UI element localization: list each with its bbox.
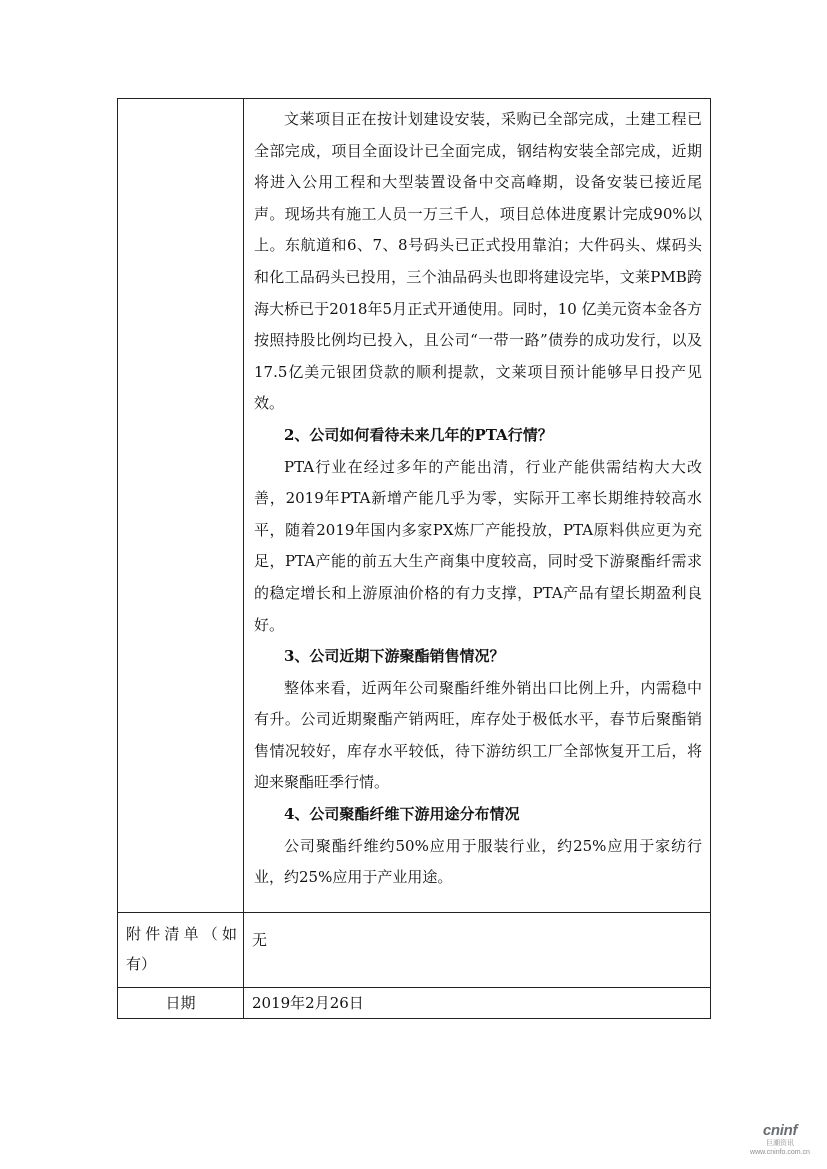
cninfo-logo: cninf: [762, 1122, 798, 1139]
paragraph-brunei-project: 文莱项目正在按计划建设安装，采购已全部完成，土建工程已全部完成，项目全面设计已全面完成，钢结构安装全部完成，近期将进入公用工程和大型装置设备中交高峰期，设备安装已接近尾声。现场共有施工人员一万三千人，项目总体进度累计完成90%以上。东航道和6、7、8号码头已正式投用靠泊；大件码头、煤码头和化工品码头已投用，三个油品码头也即将建设完毕，文莱PMB跨海大桥已于2018年5月正式开通使用。同时，10 亿美元资本金各方按照持股比例均已投入，且公司“一带一路”债券的成功发行，以及17.5亿美元银团贷款的顺利提款，文莱项目预计能够早日投产见效。: [254, 110, 702, 413]
date-label: 日期: [165, 994, 196, 1012]
date-value-cell: [244, 988, 711, 1019]
paragraph-polyester-sales: 整体来看，近两年公司聚酯纤维外销出口比例上升，内需稳中有升。公司近期聚酯产销两旺，库存处于极低水平，春节后聚酯销售情况较好，库存水平较低，待下游纺织工厂全部恢复开工后，将迎来聚酯旺季行情。: [254, 678, 702, 792]
question-fiber-usage: 4、公司聚酯纤维下游用途分布情况: [284, 805, 520, 824]
cninfo-logo-sub: 巨潮资讯: [766, 1140, 794, 1147]
attachments-label: 附件清单（如有）: [126, 925, 237, 973]
content-row: [118, 99, 711, 913]
date-label-cell: [118, 988, 244, 1019]
question-pta-outlook: 2、公司如何看待未来几年的PTA行情？: [284, 425, 553, 444]
question-polyester-sales: 3、公司近期下游聚酯销售情况？: [284, 647, 505, 666]
date-value: 2019年2月26日: [252, 994, 364, 1012]
date-row: [118, 988, 711, 1019]
attachments-value-cell: [244, 913, 711, 988]
cninfo-url: www.cninfo.com.cn: [750, 1149, 810, 1156]
attachments-row: [118, 913, 711, 988]
attachments-label-cell: [118, 913, 244, 988]
empty-label-cell: [118, 99, 244, 913]
paragraph-fiber-usage: 公司聚酯纤维约50%应用于服装行业，约25%应用于家纺行业，约25%应用于产业用途。: [254, 836, 702, 887]
content-cell: [244, 99, 711, 913]
investor-relations-table: [117, 98, 711, 1019]
attachments-value: 无: [252, 931, 268, 949]
paragraph-pta-outlook: PTA行业在经过多年的产能出清，行业产能供需结构大大改善，2019年PTA新增产能几乎为零，实际开工率长期维持较高水平，随着2019年国内多家PX炼厂产能投放，PTA原料供应更为充足，PTA产能的前五大生产商集中度较高，同时受下游聚酯纤需求的稳定增长和上游原油价格的有力支撑，PTA产品有望长期盈利良好。: [254, 457, 702, 634]
cninfo-watermark: [745, 1122, 815, 1157]
